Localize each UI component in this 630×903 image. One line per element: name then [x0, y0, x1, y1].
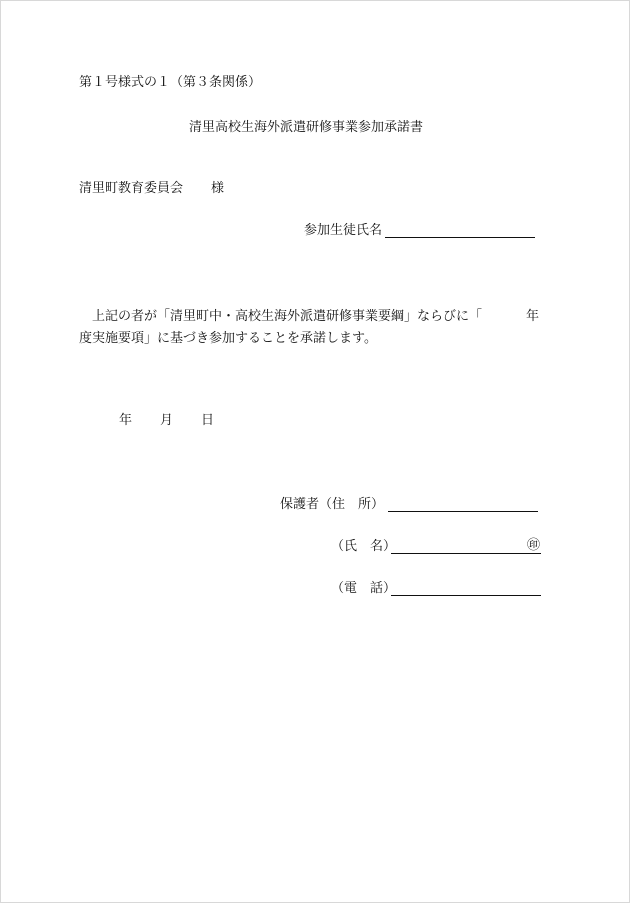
consent-line-2: 度実施要項」に基づき参加することを承諾します。 — [79, 331, 377, 346]
seal-mark: ㊞ — [527, 538, 541, 553]
guardian-address-label: 保護者（住 所） — [280, 497, 385, 512]
student-name-label: 参加生徒氏名 — [304, 223, 383, 238]
consent-line-1 — [79, 306, 544, 328]
form-number: 第１号様式の１（第３条関係） — [79, 75, 262, 90]
guardian-name-field[interactable] — [391, 553, 541, 554]
date-row — [119, 413, 214, 429]
guardian-phone-label: （電 話） — [331, 581, 397, 596]
addressee-name: 清里町教育委員会 — [79, 181, 184, 196]
guardian-name-label: （氏 名） — [331, 539, 397, 554]
date-year-label: 年 — [119, 413, 133, 428]
addressee-suffix: 様 — [211, 181, 225, 196]
guardian-address-field[interactable] — [388, 511, 538, 512]
consent-line-1-year: 年 — [525, 309, 539, 324]
guardian-phone-field[interactable] — [391, 595, 541, 596]
consent-statement — [79, 306, 544, 350]
student-name-field[interactable] — [385, 237, 535, 238]
consent-line-1-text: 上記の者が「清里町中・高校生海外派遣研修事業要綱」ならびに「 — [92, 309, 483, 324]
date-day-label: 日 — [201, 413, 215, 428]
date-month-label: 月 — [160, 413, 174, 428]
addressee — [79, 181, 224, 197]
document-title: 清里高校生海外派遣研修事業参加承諾書 — [189, 120, 424, 135]
